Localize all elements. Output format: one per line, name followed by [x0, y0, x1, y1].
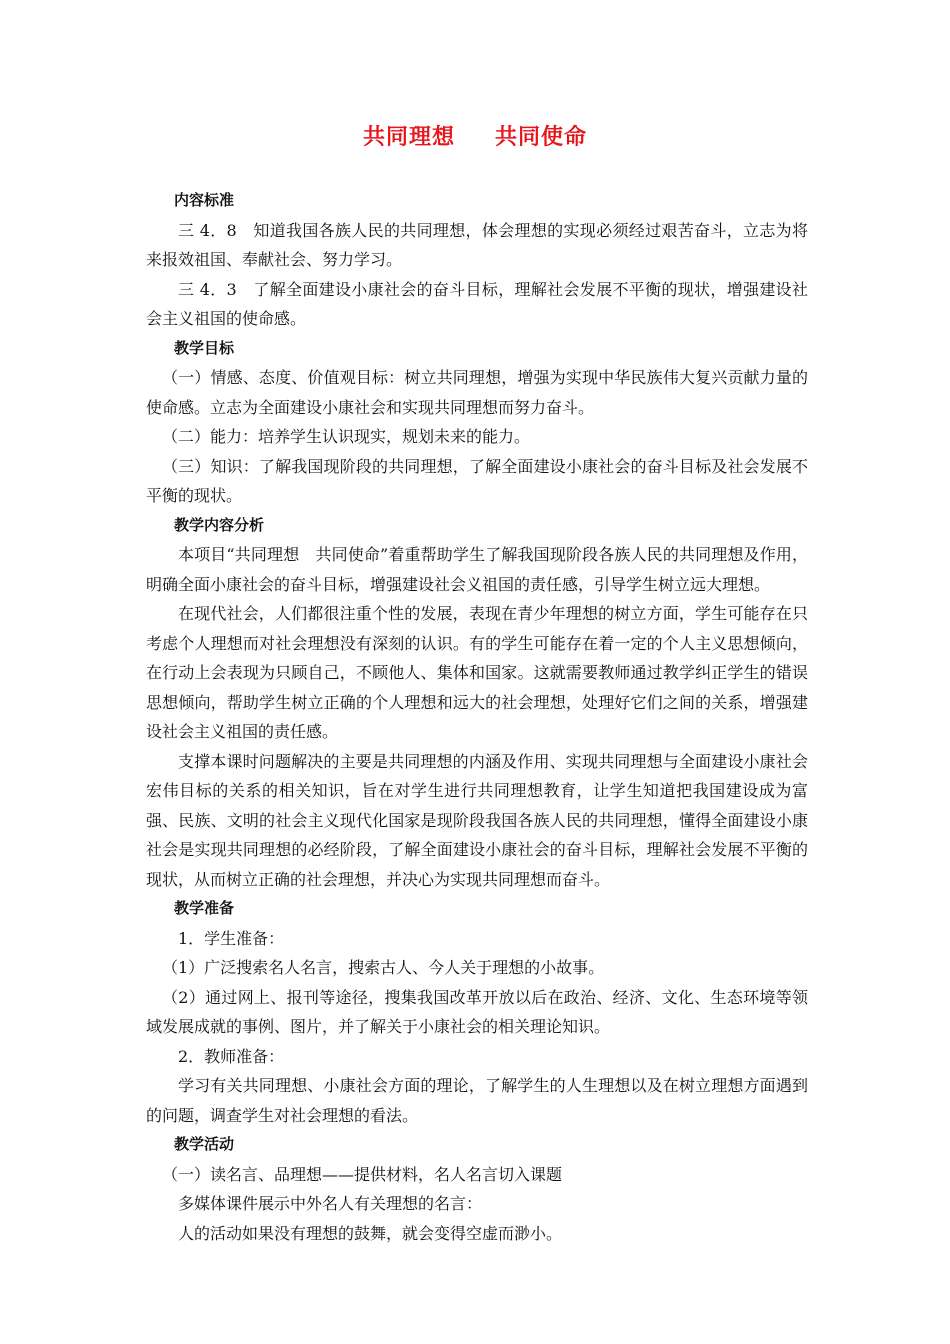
- activity-item: （一）读名言、品理想——提供材料，名人名言切入课题: [162, 1164, 563, 1184]
- analysis-paragraph: 支撑本课时问题解决的主要是共同理想的内涵及作用、实现共同理想与全面建设小康社会宏伟目标的关系的相关知识，旨在对学生进行共同理想教育，让学生知道把我国建设成为富强、民族、文明的社会主义现代化国家是现阶段我国各族人民的共同理想，懂得全面建设小康社会是实现共同理想的必经阶段，了解全面建设小康社会的奋斗目标，理解社会发展不平衡的现状，从而树立正确的社会理想，并决心为实现共同理想而奋斗。: [146, 751, 808, 889]
- goal-item: （三）知识：了解我国现阶段的共同理想，了解全面建设小康社会的奋斗目标及社会发展不平衡的现状。: [146, 456, 808, 505]
- standard-item: 三 4．3 了解全面建设小康社会的奋斗目标，理解社会发展不平衡的现状，增强建设社会主义祖国的使命感。: [146, 279, 808, 328]
- section-heading-activities: 教学活动: [174, 1135, 235, 1153]
- activity-item: 人的活动如果没有理想的鼓舞，就会变得空虚而渺小。: [178, 1223, 563, 1243]
- teacher-preparation-item: 学习有关共同理想、小康社会方面的理论，了解学生的人生理想以及在树立理想方面遇到的问题，调查学生对社会理想的看法。: [146, 1076, 808, 1125]
- section-heading-content-analysis: 教学内容分析: [174, 515, 265, 534]
- document-title: [0, 120, 950, 151]
- student-preparation-item: （1）广泛搜索名人名言，搜索古人、今人关于理想的小故事。: [162, 958, 605, 977]
- document-body: [146, 186, 808, 1248]
- activity-item: 多媒体课件展示中外名人有关理想的名言：: [178, 1194, 483, 1213]
- goal-item: （一）情感、态度、价值观目标：树立共同理想，增强为实现中华民族伟大复兴贡献力量的使命感。立志为全面建设小康社会和实现共同理想而努力奋斗。: [146, 368, 808, 417]
- analysis-paragraph: 在现代社会，人们都很注重个性的发展，表现在青少年理想的树立方面，学生可能存在只考虑个人理想而对社会理想没有深刻的认识。有的学生可能存在着一定的个人主义思想倾向，在行动上会表现为只顾自己，不顾他人、集体和国家。这就需要教师通过教学纠正学生的错误思想倾向，帮助学生树立正确的个人理想和远大的社会理想，处理好它们之间的关系，增强建设社会主义祖国的责任感。: [146, 604, 808, 741]
- standard-item: 三 4．8 知道我国各族人民的共同理想，体会理想的实现必须经过艰苦奋斗，立志为将来报效祖国、奉献社会、努力学习。: [146, 220, 808, 269]
- analysis-paragraph: 本项目“共同理想 共同使命”着重帮助学生了解我国现阶段各族人民的共同理想及作用，明确全面小康社会的奋斗目标，增强建设社会义祖国的责任感，引导学生树立远大理想。: [146, 545, 808, 594]
- student-preparation-item: （2）通过网上、报刊等途径，搜集我国改革开放以后在政治、经济、文化、生态环境等领域发展成就的事例、图片，并了解关于小康社会的相关理论知识。: [146, 987, 808, 1036]
- goal-item: （二）能力：培养学生认识现实，规划未来的能力。: [162, 427, 531, 446]
- section-heading-teaching-goals: 教学目标: [174, 338, 235, 357]
- title-part-1: 共同理想: [362, 125, 455, 150]
- student-preparation-label: 1．学生准备：: [178, 928, 285, 948]
- section-heading-content-standard: 内容标准: [174, 191, 235, 209]
- title-part-2: 共同使命: [495, 125, 588, 150]
- teacher-preparation-label: 2．教师准备：: [178, 1046, 285, 1066]
- section-heading-preparation: 教学准备: [174, 899, 235, 917]
